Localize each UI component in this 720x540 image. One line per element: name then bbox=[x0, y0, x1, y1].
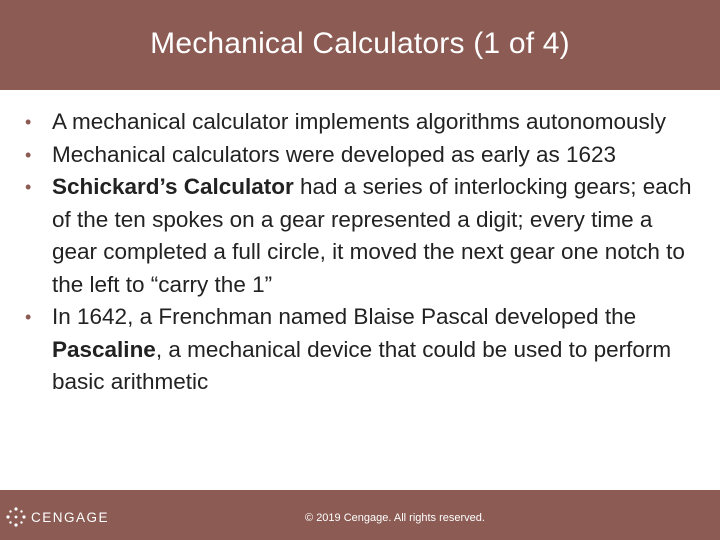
bullet-text: A mechanical calculator implements algorithms autonomously bbox=[52, 109, 667, 134]
title-bar bbox=[0, 0, 720, 90]
slide-title: Mechanical Calculators (1 of 4) bbox=[150, 27, 570, 60]
bullet-item bbox=[25, 106, 695, 139]
logo-wordmark: CENGAGE bbox=[31, 509, 110, 525]
bullet-item bbox=[25, 301, 695, 399]
bullet-text: , a mechanical device that could be used to perform basic arithmetic bbox=[52, 336, 672, 394]
bullet-bold-term: Schickard’s Calculator bbox=[52, 174, 294, 199]
bullet-text: In 1642, a Frenchman named Blaise Pascal developed the bbox=[52, 304, 637, 329]
bullet-list bbox=[25, 106, 695, 399]
bullet-bold-term: Pascaline bbox=[52, 336, 156, 362]
bullet-text: had a series of interlocking gears; each of the ten spokes on a gear represented a digit; every time a gear completed a full circle, it moved the next gear one notch to the left to “carry the 1” bbox=[52, 174, 692, 297]
bullet-item bbox=[25, 171, 695, 301]
bullet-dot: • bbox=[25, 307, 32, 327]
footer-bar bbox=[0, 490, 720, 540]
copyright-text: © 2019 Cengage. All rights reserved. bbox=[305, 512, 485, 524]
bullet-item bbox=[25, 139, 695, 172]
bullet-dot: • bbox=[25, 112, 32, 132]
bullet-dot: • bbox=[25, 144, 32, 165]
bullet-dot: • bbox=[25, 177, 32, 197]
bullet-text: Mechanical calculators were developed as early as 1623 bbox=[52, 141, 617, 167]
slide-content bbox=[25, 106, 695, 399]
